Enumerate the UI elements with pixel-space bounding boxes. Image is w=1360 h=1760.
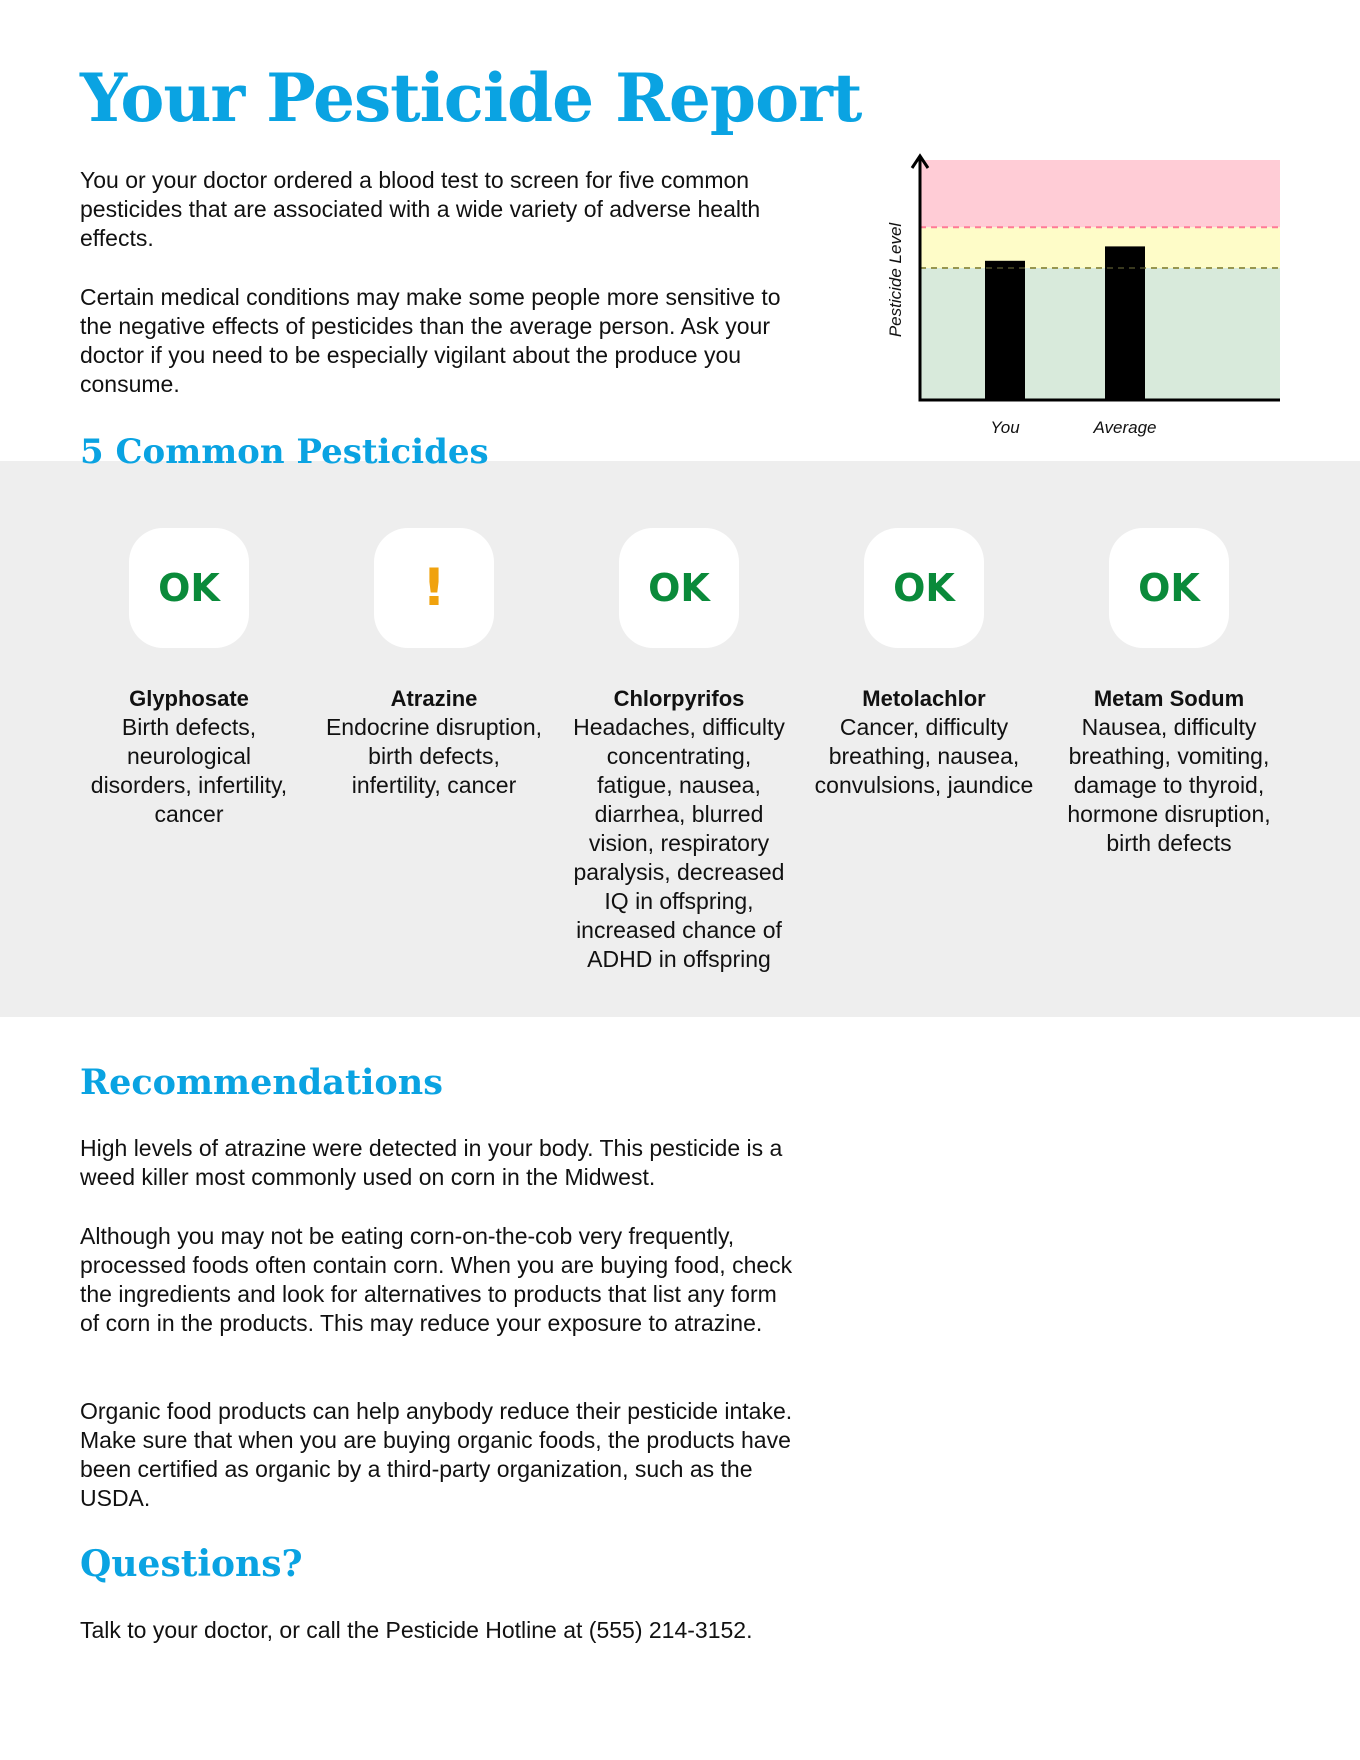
pesticides-heading: 5 Common Pesticides <box>80 432 489 472</box>
intro-paragraph-1: You or your doctor ordered a blood test to screen for five common pesticides that are associated with a wide variety of adverse health effects. <box>80 167 761 251</box>
recommendations-heading: Recommendations <box>80 1062 443 1103</box>
pesticide-effects: Nausea, difficulty breathing, vomiting, damage to thyroid, hormone disruption, birth defects <box>1067 714 1271 856</box>
pesticide-card <box>569 528 789 974</box>
status-badge: OK <box>1109 528 1229 648</box>
pesticide-card <box>814 528 1034 800</box>
chart-svg <box>870 150 1290 450</box>
pesticide-effects: Birth defects, neurological disorders, infertility, cancer <box>90 714 288 827</box>
pesticide-name: Metam Sodum <box>1093 686 1245 711</box>
chart-zone-high <box>920 160 1280 227</box>
chart-zone-normal <box>920 268 1280 400</box>
questions-heading: Questions? <box>80 1543 303 1585</box>
pesticide-card <box>324 528 544 800</box>
pesticide-card <box>1059 528 1279 858</box>
pesticide-name: Metolachlor <box>862 686 986 711</box>
status-badge: OK <box>129 528 249 648</box>
warning-badge: ! <box>374 528 494 648</box>
pesticide-effects: Endocrine disruption, birth defects, infertility, cancer <box>325 714 543 798</box>
chart-bar <box>1105 246 1145 400</box>
pesticide-effects: Cancer, difficulty breathing, nausea, convulsions, jaundice <box>814 714 1034 798</box>
pesticide-name: Glyphosate <box>129 686 249 711</box>
intro-paragraph-2: Certain medical conditions may make some people more sensitive to the negative effects of pesticides than the average person. Ask your doctor if you need to be especially vigilant about the produce you consume. <box>80 284 781 397</box>
pesticide-card <box>79 528 299 829</box>
pesticide-effects: Headaches, difficulty concentrating, fatigue, nausea, diarrhea, blurred vision, respiratory paralysis, decreased IQ in offspring, increased chance of ADHD in offspring <box>573 714 785 972</box>
chart-zone-elevated <box>920 227 1280 268</box>
chart-x-label: Average <box>1093 418 1157 437</box>
chart-x-label: You <box>990 418 1020 437</box>
pesticide-name: Chlorpyrifos <box>613 686 745 711</box>
status-badge: OK <box>864 528 984 648</box>
chart-bar <box>985 261 1025 400</box>
recommendation-paragraph-3: Organic food products can help anybody reduce their pesticide intake. Make sure that when you are buying organic foods, the products have been certified as organic by a third-party organization, such as the USDA. <box>80 1398 793 1511</box>
chart-y-label: Pesticide Level <box>886 222 905 338</box>
page-title: Your Pesticide Report <box>80 59 862 137</box>
recommendation-paragraph-1: High levels of atrazine were detected in your body. This pesticide is a weed killer most commonly used on corn in the Midwest. <box>80 1135 783 1190</box>
pesticide-name: Atrazine <box>390 686 478 711</box>
hotline-text: Talk to your doctor, or call the Pesticide Hotline at (555) 214-3152. <box>80 1617 753 1643</box>
recommendation-paragraph-2: Although you may not be eating corn-on-the-cob very frequently, processed foods often contain corn. When you are buying food, check the ingredients and look for alternatives to products that list any form of corn in the products. This may reduce your exposure to atrazine. <box>80 1223 793 1336</box>
pesticide-level-chart <box>870 150 1290 450</box>
status-badge: OK <box>619 528 739 648</box>
